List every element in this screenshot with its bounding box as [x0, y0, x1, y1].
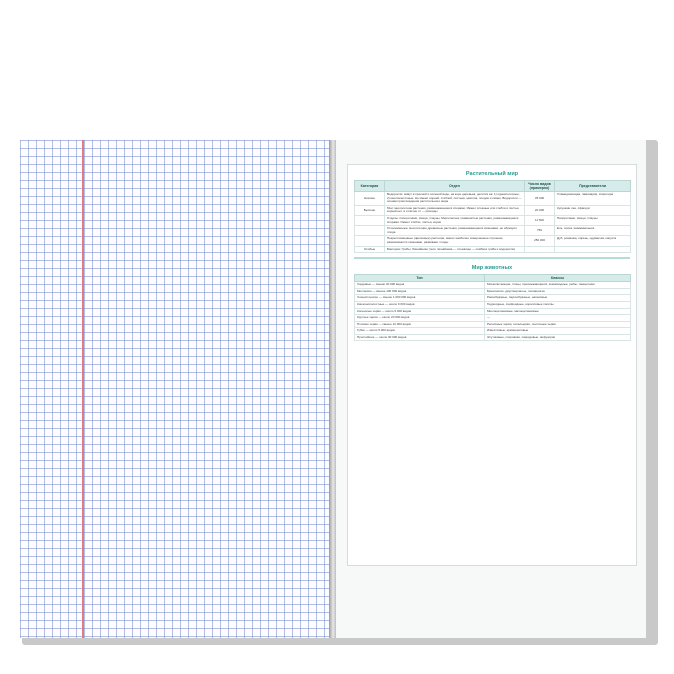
animals-header-classes: Классы: [485, 275, 631, 282]
plants-header-category: Категория: [355, 181, 385, 192]
reference-panel: [347, 164, 637, 566]
animals-classes: Ресничные черви, сосальщики, ленточные черви: [485, 321, 631, 328]
table-row: [355, 215, 631, 225]
table-row: [355, 226, 631, 236]
reference-page: [336, 140, 646, 638]
plants-department: Голосеменные: многолетние древесные растения, размножающиеся семенами, не образуют плода: [385, 226, 525, 236]
section-divider: [354, 257, 630, 259]
animals-type: Кольчатые черви — около 9 000 видов: [355, 308, 485, 315]
plants-count: 250 000: [525, 236, 555, 246]
plants-header-row: [355, 181, 631, 192]
animals-type: Круглые черви — около 20 000 видов: [355, 315, 485, 322]
animals-header-row: [355, 275, 631, 282]
plants-category: [355, 226, 385, 236]
plants-category: [355, 215, 385, 225]
plants-category: Низшие: [355, 192, 385, 206]
animals-type: Губки — около 5 000 видов: [355, 328, 485, 335]
plants-reps: Хламидомонада, ламинария, спирогира: [555, 192, 631, 206]
plants-reps: Ель, сосна, можжевельник: [555, 226, 631, 236]
animals-type: Хордовые — свыше 40 000 видов: [355, 282, 485, 289]
table-row: [355, 295, 631, 302]
plants-count: 11 500: [525, 215, 555, 225]
plants-header-department: Отдел: [385, 181, 525, 192]
animals-table: [354, 274, 631, 341]
animals-type: Кишечнополостные — около 9 000 видов: [355, 301, 485, 308]
table-row: [355, 334, 631, 341]
plants-department: Отделы: папоротники, хвощи, плауны. Многолетние травянистые растения, размножающиеся спорами. Имеют стебли, листья, корни: [385, 215, 525, 225]
margin-line: [82, 140, 84, 638]
plants-department: Покрытосеменные (цветковые) растения, имеют наиболее совершенное строение, размножаются семенами, развивают плоды: [385, 236, 525, 246]
plants-category: Особые: [355, 246, 385, 253]
plants-count: 20 000: [525, 205, 555, 215]
plants-table: [354, 180, 631, 253]
animals-type: Простейшие — около 30 000 видов: [355, 334, 485, 341]
plants-header-reps: Представители: [555, 181, 631, 192]
plants-reps: [555, 246, 631, 253]
table-row: [355, 288, 631, 295]
animals-classes: Млекопитающие, птицы, пресмыкающиеся, земноводные, рыбы, ланцетники: [485, 282, 631, 289]
table-row: [355, 246, 631, 253]
animals-classes: Гидроидные, сцифоидные, коралловые полипы: [485, 301, 631, 308]
animals-classes: Жгутиковые, споровики, саркодовые, инфузории: [485, 334, 631, 341]
grid-page: [20, 140, 331, 638]
animals-type: Моллюски — свыше 130 000 видов: [355, 288, 485, 295]
animals-type: Плоские черви — свыше 12 000 видов: [355, 321, 485, 328]
table-row: [355, 321, 631, 328]
plants-count: 35 000: [525, 192, 555, 206]
plants-reps: Кукушкин лен, сфагнум: [555, 205, 631, 215]
animals-type: Членистоногие — свыше 1 000 000 видов: [355, 295, 485, 302]
table-row: [355, 328, 631, 335]
table-row: [355, 236, 631, 246]
plants-department: Бактерии; Грибы; Лишайники (тело лишайника — слоевище — симбиоз гриба и водоросли): [385, 246, 525, 253]
table-row: [355, 301, 631, 308]
animals-classes: Известковые, кремнероговые: [485, 328, 631, 335]
plants-department: Водоросли: живут в пресной и соленой воде, на коре деревьев, делятся на: 1) одноклеточные; 2) многоклеточные. Не имеют корней, стеблей, листьев, цветков, плодов и семян. Водоросли — основа происхождения растительного мира: [385, 192, 525, 206]
plants-reps: Папоротники, хвощи, плауны: [555, 215, 631, 225]
table-row: [355, 315, 631, 322]
animals-classes: —: [485, 315, 631, 322]
animals-title: Мир животных: [471, 265, 513, 272]
animals-classes: Брюхоногие, двустворчатые, головоногие: [485, 288, 631, 295]
animals-classes: Многощетинковые, малощетинковые: [485, 308, 631, 315]
plants-category: [355, 236, 385, 246]
plants-department: Мхи: многолетние растения, размножающиеся спорами. Имеют сложные или стебли и листья, корней нет, в отличие от — ризоиды: [385, 205, 525, 215]
table-row: [355, 205, 631, 215]
table-row: [355, 308, 631, 315]
animals-classes: Ракообразные, паукообразные, насекомые: [485, 295, 631, 302]
plants-count: [525, 246, 555, 253]
table-row: [355, 282, 631, 289]
plants-category: Высшие: [355, 205, 385, 215]
plants-title: Растительный мир: [465, 171, 519, 177]
plants-count: 750: [525, 226, 555, 236]
animals-header-type: Тип: [355, 275, 485, 282]
plants-header-count: Число видов (примерно): [525, 181, 555, 192]
table-row: [355, 192, 631, 206]
plants-reps: Дуб, ромашка, сирень, одуванчик, капуста: [555, 236, 631, 246]
